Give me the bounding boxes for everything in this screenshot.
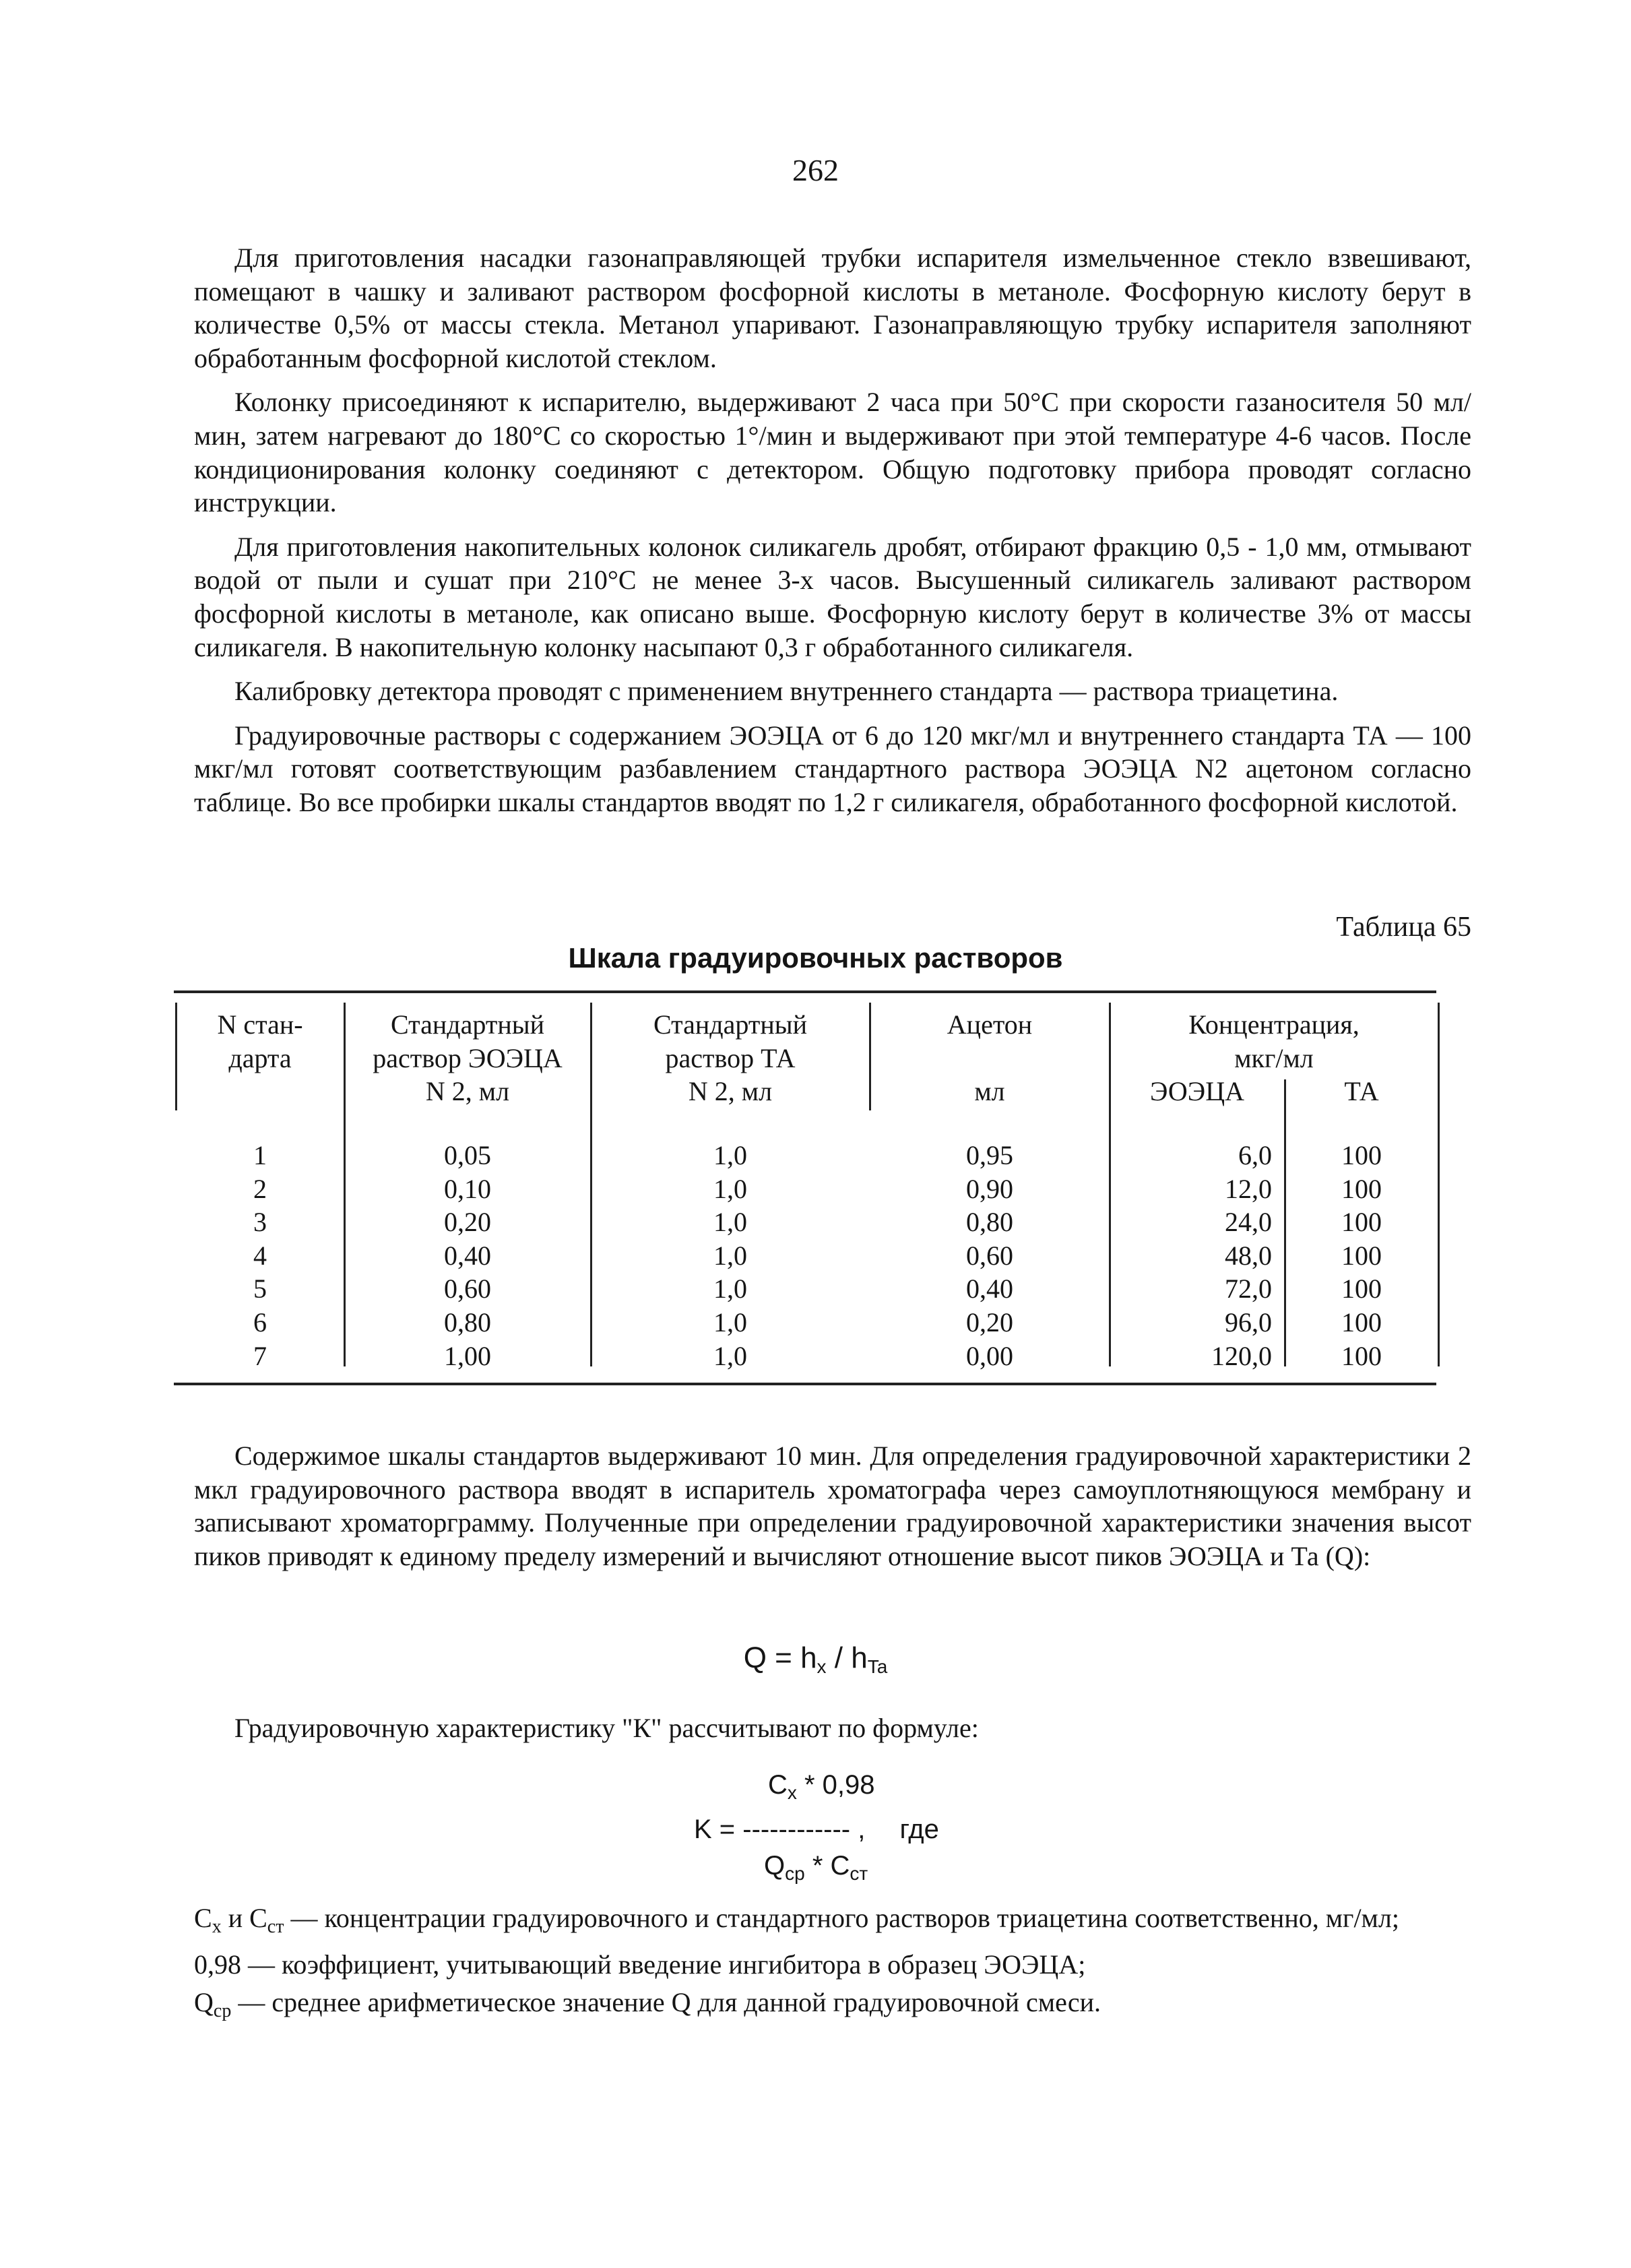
- body-text: [194, 241, 1471, 819]
- formula-intro-block: [194, 1711, 1471, 1745]
- definition-3: $Q_{cp}$ — среднее арифметическое значение Q для данной градуировочной смеси.: [194, 1987, 1101, 2021]
- table-cell: 12,0: [1225, 1173, 1272, 1204]
- table-bottom-rule: [174, 1383, 1436, 1385]
- column-ta: [591, 1139, 869, 1373]
- table-cell: 0,20: [966, 1306, 1013, 1337]
- table-cell: 6: [253, 1306, 267, 1337]
- table-cell: 100: [1341, 1340, 1382, 1371]
- paragraph-5: Градуировочные растворы с содержанием ЭОЭЦА от 6 до 120 мкг/мл и внутреннего стандарта ТА — 100 мкг/мл готовят соответствующим разбавлением стандартного раствора ЭОЭЦА N2 ацетоном согласно таблице. Во все пробирки шкалы стандартов вводят по 1,2 г силикагеля, обработанного фосфорной кислотой.: [194, 720, 1471, 817]
- formula-intro: Градуировочную характеристику "К" рассчитывают по формуле:: [234, 1713, 979, 1743]
- paragraph-3: Для приготовления накопительных колонок силикагель дробят, отбирают фракцию 0,5 - 1,0 мм, отмывают водой от пыли и сушат при 210°C не менее 3-х часов. Высушенный силикагель заливают раствором фосфорной кислоты в метаноле, как описано выше. Фосфорную кислоту берут в количестве 3% от массы силикагеля. В накопительную колонку насыпают 0,3 г обработанного силикагеля.: [194, 531, 1471, 662]
- formula-q: $Q = h_x / h_{Ta}$: [743, 1641, 888, 1677]
- table-cell: 72,0: [1225, 1273, 1272, 1304]
- header-std-no: N стан- дарта: [217, 1009, 303, 1073]
- header-acetone: Ацетон мл: [947, 1009, 1033, 1107]
- definition-2: 0,98 — коэффициент, учитывающий введение ингибитора в образец ЭОЭЦА;: [194, 1949, 1086, 1980]
- table-cell: 5: [253, 1273, 267, 1304]
- table-cell: 0,80: [444, 1306, 491, 1337]
- formula-k-numerator: $C_x * 0,98$: [768, 1770, 875, 1803]
- table-cell: 0,10: [444, 1173, 491, 1204]
- table-cell: 1,0: [713, 1173, 747, 1204]
- table-title: Шкала градуировочных растворов: [568, 942, 1063, 974]
- table-cell: 0,80: [966, 1207, 1013, 1238]
- paragraph-after-table: Содержимое шкалы стандартов выдерживают 10 мин. Для определения градуировочной характеристики 2 мкл градуировочного раствора вводят в испаритель хроматографа через самоуплотняющуюся мембрану и записывают хроматорграмму. Полученные при определении градуировочной характеристики значения высот пиков приводят к единому пределу измерений и вычисляют отношение высот пиков ЭОЭЦА и Та (Q):: [194, 1441, 1471, 1571]
- definition-1: $C_x$ и $C_{ст}$ — концентрации градуировочного и стандартного растворов триацетина соответственно, мг/мл;: [194, 1903, 1399, 1937]
- column-acetone: [870, 1139, 1109, 1373]
- paragraph-1: Для приготовления насадки газонаправляющей трубки испарителя измельченное стекло взвешивают, помещают в чашку и заливают раствором фосфорной кислоты в метаноле. Фосфорную кислоту берут в количестве 0,5% от массы стекла. Метанол упаривают. Газонаправляющую трубку испарителя заполняют обработанным фосфорной кислотой стеклом.: [194, 243, 1471, 373]
- table-cell: 1,0: [713, 1207, 747, 1238]
- table-cell: 0,60: [966, 1240, 1013, 1271]
- column-conc-eoeca: [1110, 1139, 1272, 1373]
- body-text-after-table: [194, 1439, 1471, 1573]
- table-cell: 0,60: [444, 1273, 491, 1304]
- table-number: Таблица 65: [1336, 912, 1471, 943]
- page-number: 262: [792, 153, 839, 187]
- table-cell: 100: [1341, 1173, 1382, 1204]
- definitions: [194, 1901, 1471, 2028]
- table-cell: 0,20: [444, 1207, 491, 1238]
- table-cell: 0,40: [444, 1240, 491, 1271]
- table-cell: 1,0: [713, 1240, 747, 1271]
- table-cell: 1,00: [444, 1340, 491, 1371]
- table-cell: 1,0: [713, 1273, 747, 1304]
- table-cell: 100: [1341, 1273, 1382, 1304]
- paragraph-2: Колонку присоединяют к испарителю, выдерживают 2 часа при 50°C при скорости газаносителя 50 мл/мин, затем нагревают до 180°C со скоростью 1°/мин и выдерживают при этой температуре 4-6 часов. После кондиционирования колонку соединяют с детектором. Общую подготовку прибора проводят согласно инструкции.: [194, 387, 1471, 518]
- table-cell: 0,90: [966, 1173, 1013, 1204]
- column-std-no: [177, 1139, 344, 1373]
- table-cell: 0,95: [966, 1140, 1013, 1170]
- table-cell: 0,05: [444, 1140, 491, 1170]
- header-conc-ta: ТА: [1344, 1076, 1379, 1106]
- table-cell: 96,0: [1225, 1306, 1272, 1337]
- table-cell: 0,40: [966, 1273, 1013, 1304]
- table-cell: 48,0: [1225, 1240, 1272, 1271]
- table-cell: 100: [1341, 1240, 1382, 1271]
- table-cell: 100: [1341, 1207, 1382, 1238]
- formula-k-denominator: $Q_{cp} * C_{ст}$: [764, 1851, 868, 1884]
- table-cell: 1: [253, 1140, 267, 1170]
- table-cell: 3: [253, 1207, 267, 1238]
- table-cell: 1,0: [713, 1140, 747, 1170]
- table-cell: 7: [253, 1340, 267, 1371]
- table-top-rule: [174, 990, 1436, 993]
- table-cell: 100: [1341, 1140, 1382, 1170]
- header-conc-eoeca: ЭОЭЦА: [1150, 1076, 1244, 1106]
- formula-k: [694, 1767, 939, 1892]
- header-concentration: Концентрация, мкг/мл: [1188, 1009, 1360, 1073]
- table-cell: 100: [1341, 1306, 1382, 1337]
- table-cell: 2: [253, 1173, 267, 1204]
- table-cell: 24,0: [1225, 1207, 1272, 1238]
- column-conc-ta: [1285, 1139, 1438, 1373]
- table-vline: [1438, 1003, 1440, 1366]
- header-eoeca: Стандартный раствор ЭОЭЦА N 2, мл: [373, 1009, 563, 1107]
- table-cell: 0,00: [966, 1340, 1013, 1371]
- header-ta: Стандартный раствор ТА N 2, мл: [653, 1009, 808, 1107]
- column-eoeca: [345, 1139, 590, 1373]
- table-cell: 6,0: [1238, 1140, 1272, 1170]
- table-cell: 1,0: [713, 1340, 747, 1371]
- table-cell: 1,0: [713, 1306, 747, 1337]
- table-cell: 4: [253, 1240, 267, 1271]
- table-cell: 120,0: [1211, 1340, 1272, 1371]
- paragraph-4: Калибровку детектора проводят с применением внутреннего стандарта — раствора триацетина.: [234, 676, 1339, 707]
- formula-k-line: K = ------------ , где: [694, 1815, 939, 1844]
